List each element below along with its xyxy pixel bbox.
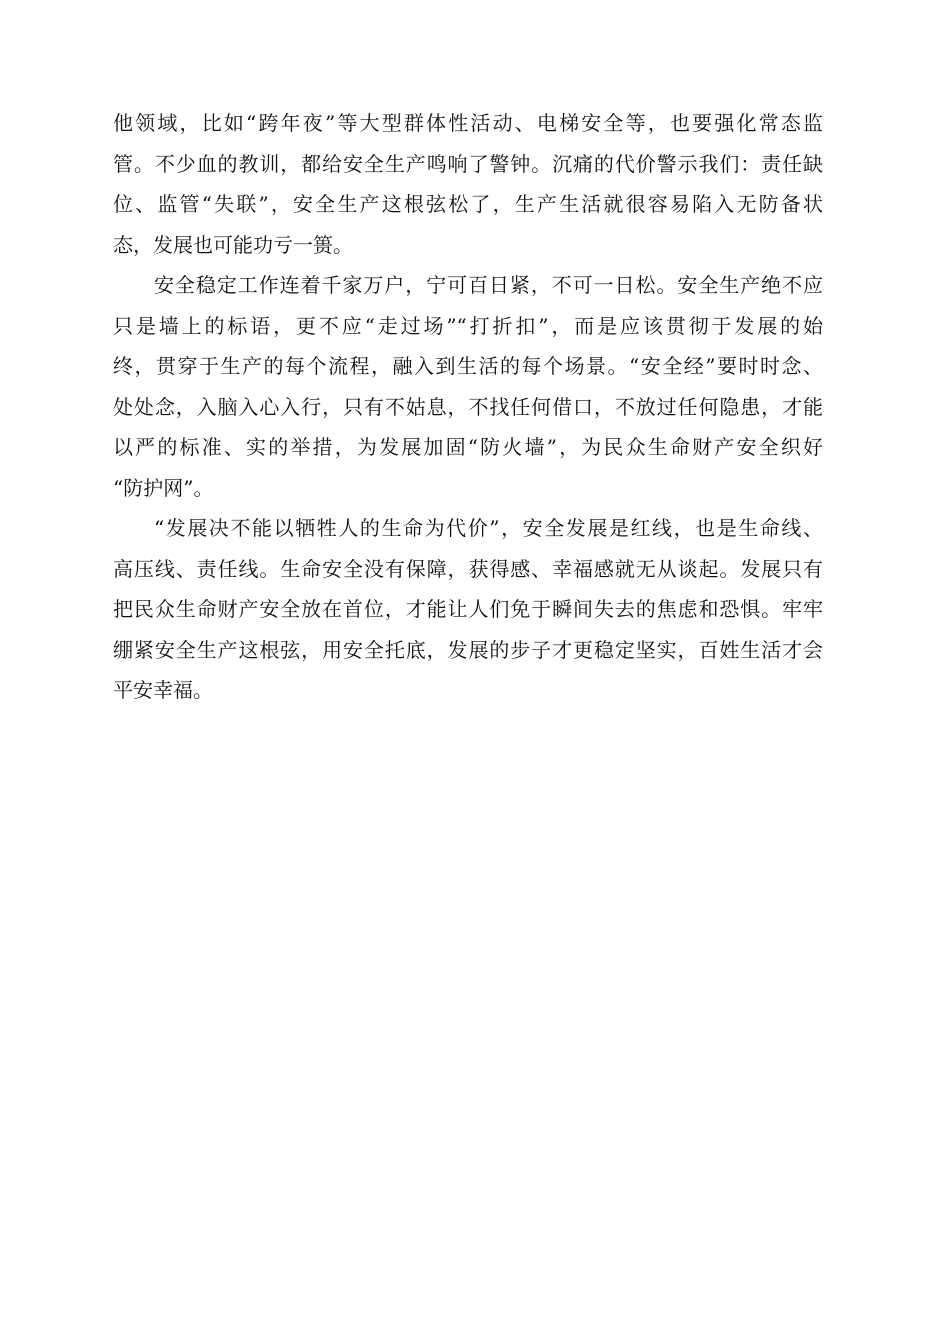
text-line: 把民众生命财产安全放在首位，才能让人们免于瞬间失去的焦虑和恐惧。牢牢 (113, 597, 823, 621)
text-line: 他领域，比如“跨年夜”等大型群体性活动、电梯安全等，也要强化常态监 (113, 111, 823, 135)
text-line: “发展决不能以牺牲人的生命为代价”，安全发展是红线，也是生命线、 (154, 516, 823, 540)
text-line: 管。不少血的教训，都给安全生产鸣响了警钟。沉痛的代价警示我们：责任缺 (113, 151, 823, 176)
text-line: 终，贯穿于生产的每个流程，融入到生活的每个场景。“安全经”要时时念、 (113, 354, 823, 378)
text-line: 位、监管“失联”，安全生产这根弦松了，生产生活就很容易陷入无防备状 (113, 192, 823, 216)
text-line: 态，发展也可能功亏一篑。 (113, 232, 353, 257)
text-line: 绷紧安全生产这根弦，用安全托底，发展的步子才更稳定坚实，百姓生活才会 (113, 637, 823, 662)
text-line: 处处念，入脑入心入行，只有不姑息，不找任何借口，不放过任何隐患，才能 (113, 394, 823, 419)
document-body (113, 103, 823, 711)
text-line: 高压线、责任线。生命安全没有保障，获得感、幸福感就无从谈起。发展只有 (113, 556, 823, 581)
text-line: 平安幸福。 (113, 678, 213, 702)
text-line: “防护网”。 (113, 475, 214, 500)
text-line: 安全稳定工作连着千家万户，宁可百日紧，不可一日松。安全生产绝不应 (154, 273, 823, 297)
text-line: 以严的标准、实的举措，为发展加固“防火墙”，为民众生命财产安全织好 (113, 435, 823, 459)
text-line: 只是墙上的标语，更不应“走过场”“打折扣”，而是应该贯彻于发展的始 (113, 313, 823, 338)
